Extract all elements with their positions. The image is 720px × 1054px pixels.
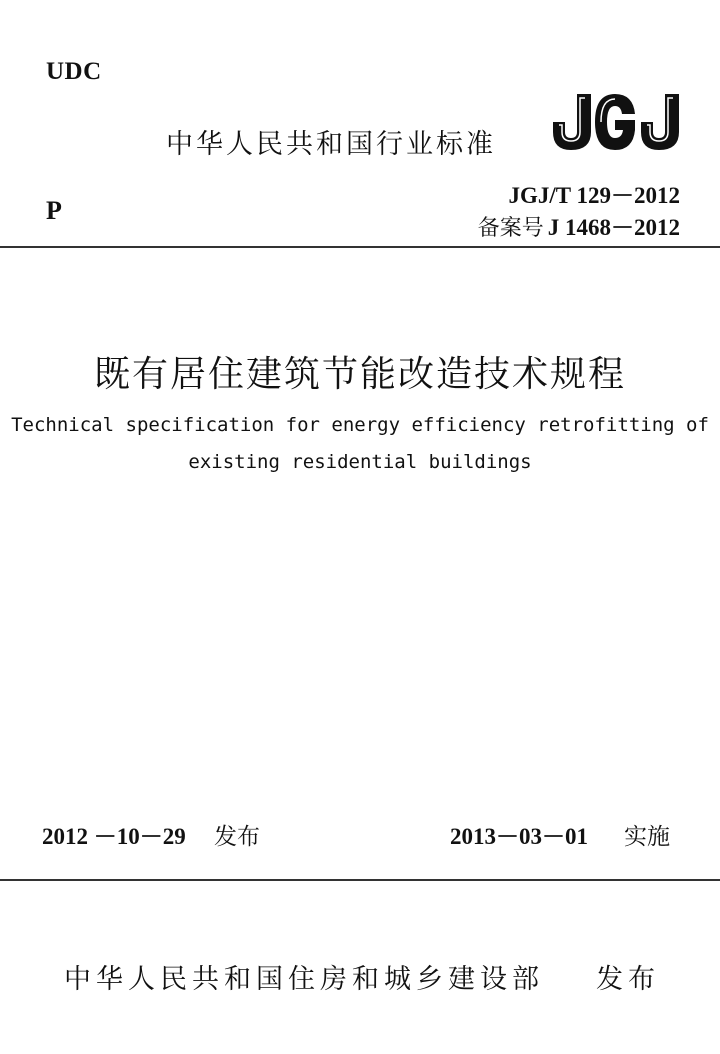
record-number: J 1468－2012 (547, 215, 680, 240)
publish-label: 发布 (596, 964, 660, 995)
issue-date: 2012 －10－29 (42, 824, 186, 849)
issue-label: 发布 (214, 824, 260, 850)
standard-number: JGJ/T 129－2012 (508, 183, 680, 208)
record-number-line (478, 209, 680, 242)
implementation-date: 2013－03－01 (450, 824, 588, 849)
chinese-title: 既有居住建筑节能改造技术规程 (93, 354, 626, 395)
jgj-logo-graphic (549, 92, 683, 152)
issuing-authority: 中华人民共和国住房和城乡建设部 (64, 964, 544, 995)
jgj-logo (549, 92, 683, 152)
top-divider (0, 246, 720, 248)
implementation-label: 实施 (624, 824, 670, 850)
industry-standard-heading: 中华人民共和国行业标准 (166, 129, 496, 160)
english-title-line-2: existing residential buildings (188, 451, 532, 473)
bottom-divider (0, 879, 720, 881)
english-title-line-1: Technical specification for energy efficiency retrofitting of (11, 414, 709, 436)
udc-label: UDC (46, 58, 102, 85)
record-prefix: 备案号 (477, 216, 544, 241)
classification-code: P (46, 196, 62, 225)
